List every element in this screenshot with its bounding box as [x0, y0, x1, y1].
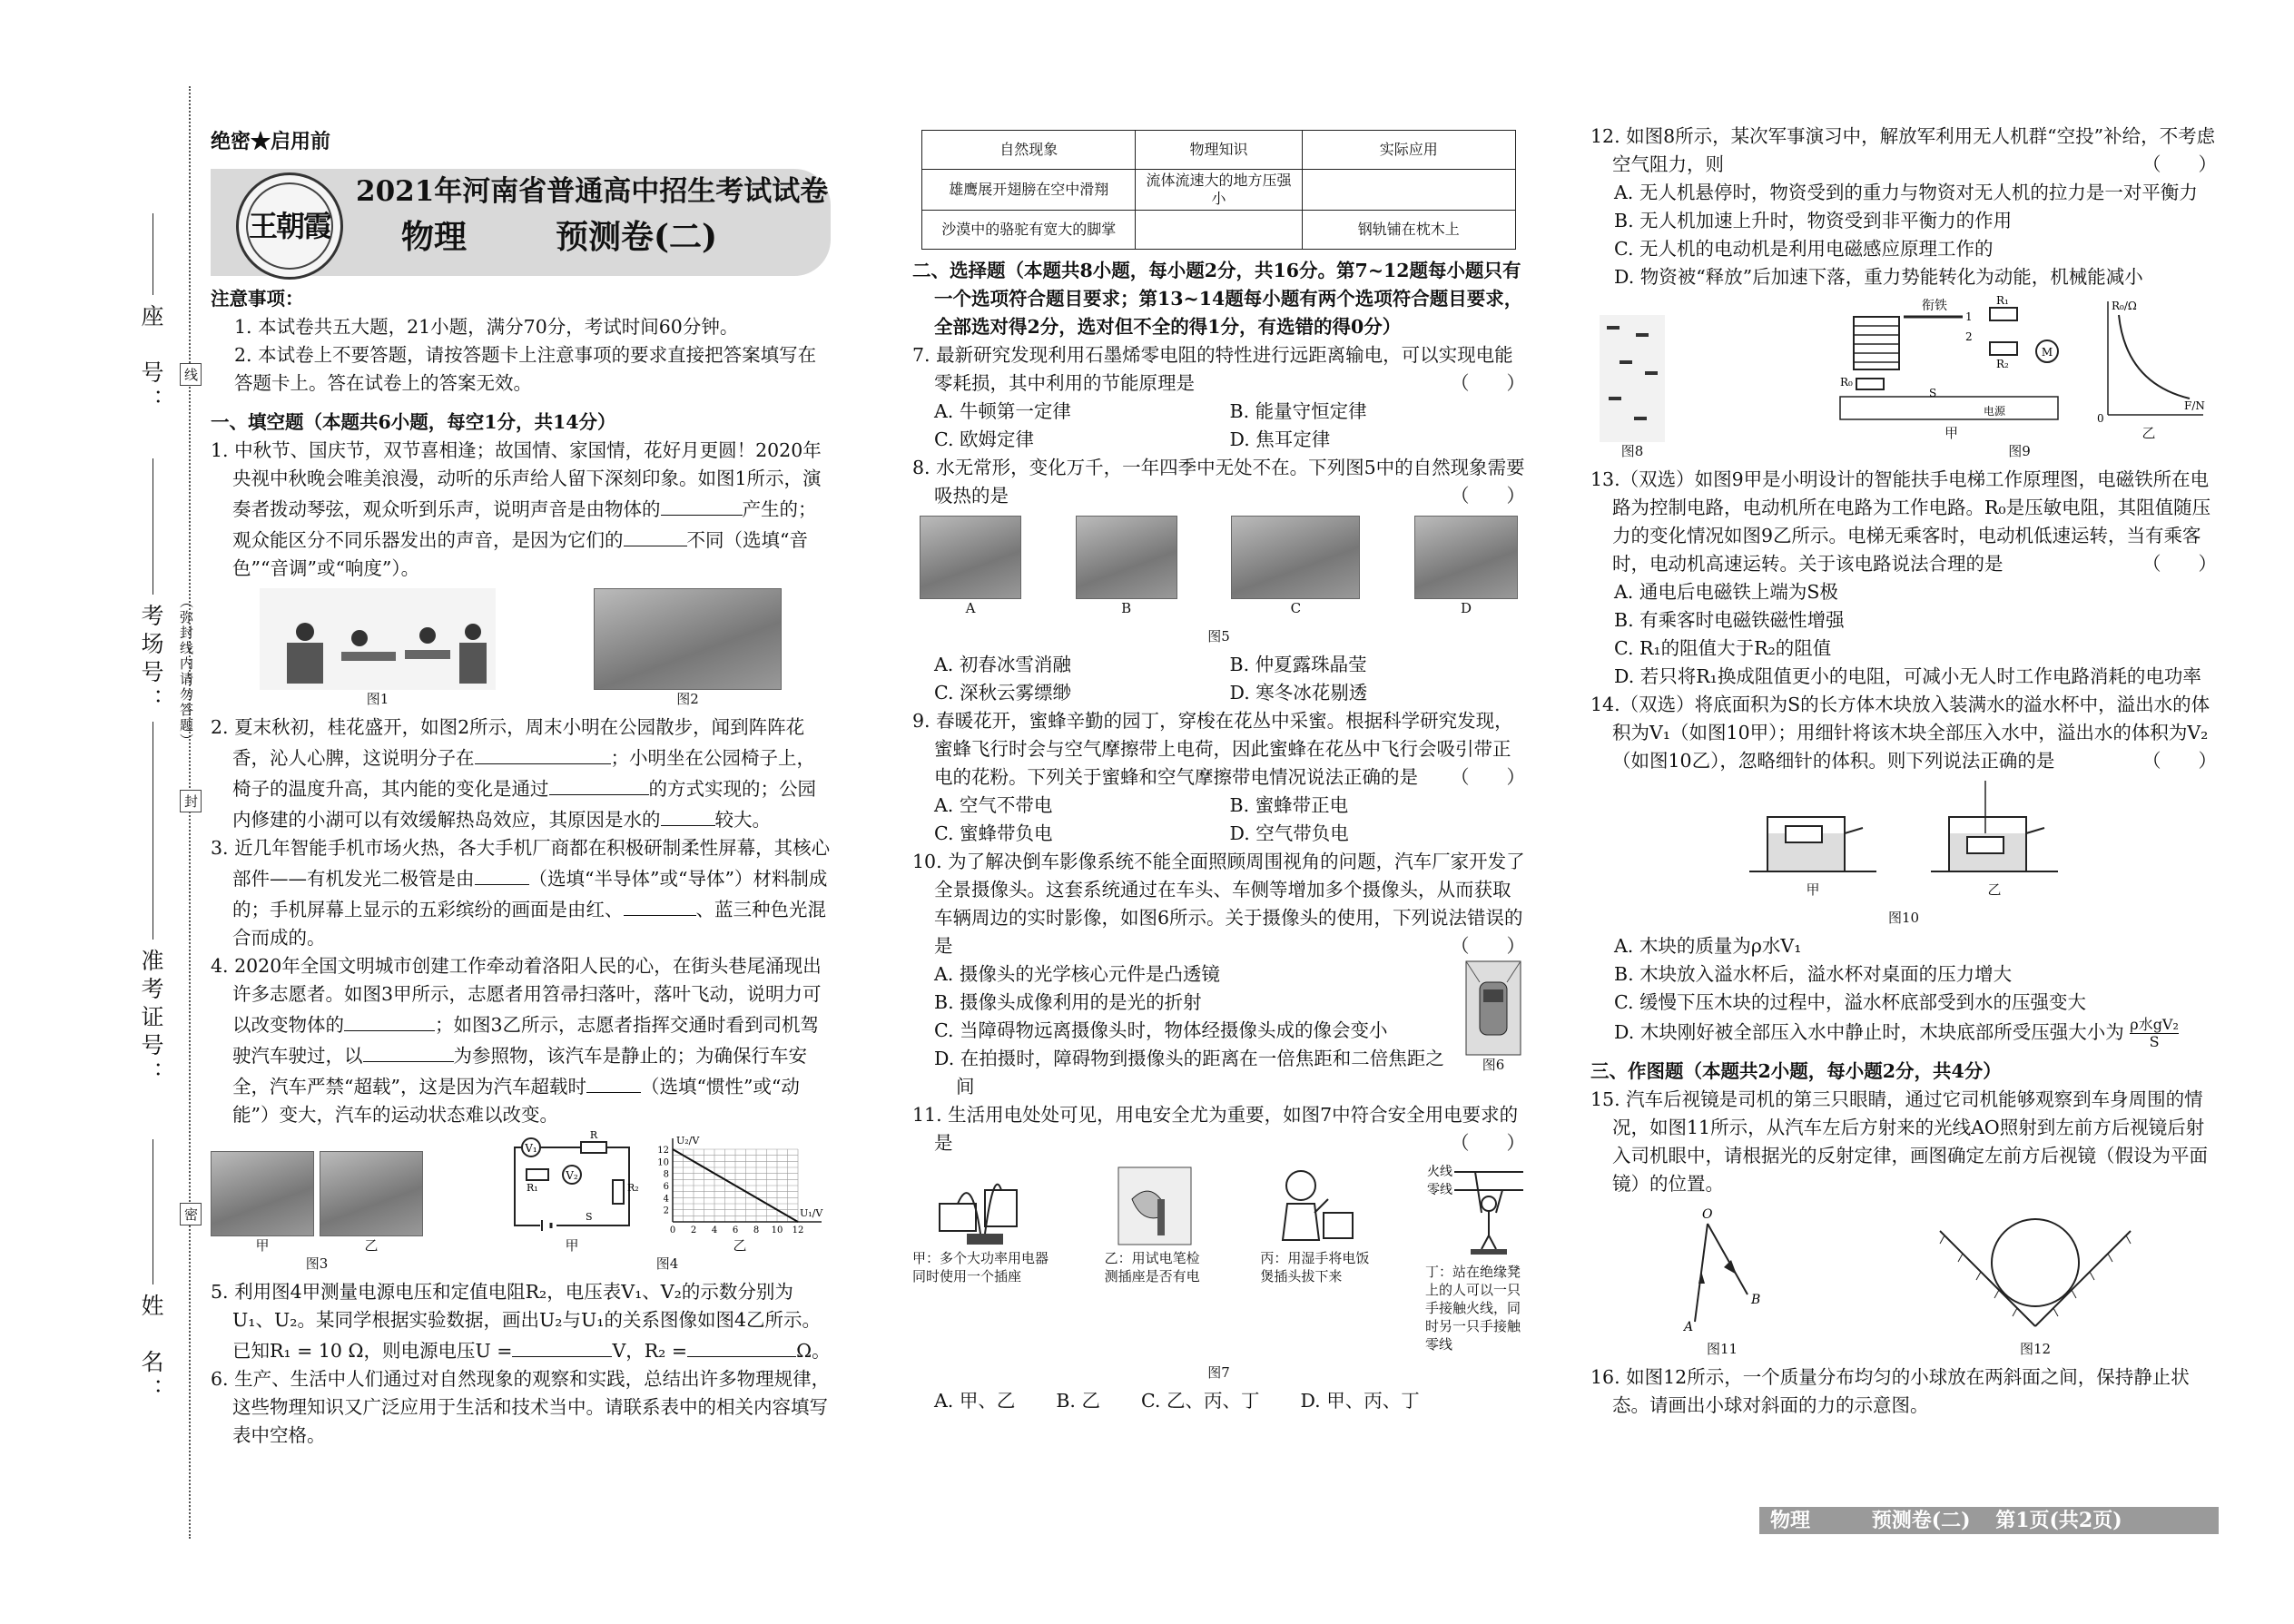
option: D. 物资被“释放”后加速下落，重力势能转化为动能，机械能减小 [1614, 266, 2143, 288]
option: A. 无人机悬停时，物资受到的重力与物资对无人机的拉力是一对平衡力 [1614, 182, 2198, 203]
fig9-iron-label: 衔铁 [1922, 299, 1947, 313]
figure-2 [594, 588, 782, 708]
figure-8 [1600, 315, 1665, 460]
elevator-circuit-diagram [1831, 294, 2072, 424]
park-photo [594, 588, 782, 690]
question-13: 13.（双选）如图9甲是小明设计的智能扶手电梯工作原理图，电磁铁所在电路为控制电路，电动机所在电路为工作电路。R₀是压敏电阻，其阻值随压力的变化情况如图9乙所示。电梯无乘客时，电动机低速运转，当有乘客时，电动机高速运转。关于该电路说法合理的是 （ ） [1590, 468, 2217, 575]
table-cell [1302, 170, 1515, 211]
secret-label: 绝密★启用前 [211, 130, 331, 153]
table-header: 物理知识 [1136, 131, 1302, 170]
figure-7-a [912, 1163, 1049, 1285]
fig9-xlabel: F/N [2184, 399, 2205, 412]
fig7-fire-label: 火线 [1426, 1165, 1452, 1179]
name-label: 姓 名： [138, 1294, 164, 1406]
fraction [2130, 1017, 2179, 1050]
question-11-options [912, 1387, 1525, 1415]
option: B. 摄像头成像利用的是光的折射 [934, 991, 1202, 1013]
figure-7-d-caption: 丁：站在绝缘凳上的人可以一只手接触火线，同时另一只手接触零线 [1424, 1264, 1521, 1353]
option: A. 通电后电磁铁上端为S极 [1614, 581, 1838, 603]
question-6: 6. 生产、生活中人们通过对自然现象的观察和实践，总结出许多物理规律，这些物理知识又广泛应用于生活和技术当中。请联系表中的相关内容填写表中空格。 [211, 1368, 831, 1446]
figure-5-caption: 图5 [1207, 628, 1230, 645]
question-12: 12. 如图8所示，某次军事演习中，解放军利用无人机群“空投”补给，不考虑空气阻力，则 （ ） [1590, 125, 2217, 175]
x-tick-label: 6 [732, 1225, 739, 1235]
option: B. 无人机加速上升时，物资受到非平衡力的作用 [1614, 210, 2013, 231]
figure-7-c [1260, 1163, 1369, 1285]
question-8: 8. 水无常形，变化万千，一年四季中无处不在。下列图5中的自然现象需要吸热的是 （ ） [912, 457, 1525, 507]
y-axis-label: U₂/V [676, 1135, 700, 1147]
fig9-ylabel: R₀/Ω [2112, 300, 2137, 312]
figure-7-caption: 图7 [1207, 1364, 1230, 1381]
room-label: 考场号： [138, 604, 164, 716]
fig5-label: C [1290, 600, 1302, 616]
option: D. 甲、丙、丁 [1300, 1390, 1420, 1412]
question-4: 4. 2020年全国文明城市创建工作牵动着洛阳人民的心，在街头巷尾涌现出许多志愿者。如图3甲所示，志愿者用笤帚扫落叶，落叶飞动，说明力可以改变物体的 ；如图3乙所示，志愿者指挥交通时看到司机驾驶汽车驶过，以 为参照物，该汽车是静止的；为确保行车安全，汽车严禁“超载”，这是因为汽车超载时 （选填“惯性”或“动能”）变大，汽车的运动状态难以改变。 [211, 955, 822, 1126]
option: A. 甲、乙 [934, 1390, 1016, 1412]
option: B. 木块放入溢水杯后，溢水杯对桌面的压力增大 [1614, 963, 2013, 985]
question-7: 7. 最新研究发现利用石墨烯零电阻的特性进行远距离输电，可以实现电能零耗损，其中利用的节能原理是 （ ） [912, 344, 1525, 394]
option: C. 深秋云雾缥缈 [934, 682, 1071, 704]
binding-tag-secret: 密 [180, 1203, 202, 1225]
figure-4-b-label: 乙 [733, 1237, 747, 1254]
fig9-r0: R₀ [1840, 376, 1853, 389]
knowledge-table [921, 130, 1516, 250]
ice-melt-photo [920, 516, 1021, 599]
figure-3-a-label: 甲 [255, 1237, 270, 1254]
fig4-v1: V₁ [525, 1142, 537, 1155]
figure-4-caption: 图4 [655, 1255, 679, 1272]
title-banner [211, 169, 831, 276]
fig9-r2: R₂ [1996, 358, 2009, 370]
note-item: 2. 本试卷上不要答题，请按答题卡上注意事项的要求直接把答案填写在答题卡上。答在试卷上的答案无效。 [234, 344, 817, 394]
x-tick-label: 12 [792, 1225, 804, 1235]
fog-photo [1231, 516, 1360, 599]
figure-10-a-label: 甲 [1806, 881, 1820, 898]
figure-row-8-9 [1590, 294, 2217, 460]
fraction-denominator: S [2149, 1033, 2160, 1050]
table-header: 自然现象 [922, 131, 1136, 170]
fig4-r2: R₂ [627, 1182, 639, 1194]
fig11-o: O [1702, 1207, 1713, 1222]
x-tick-label: 4 [711, 1225, 718, 1235]
figure-9-caption: 图9 [2008, 443, 2031, 459]
option: A. 空气不带电 [934, 794, 1053, 816]
figure-6 [1462, 960, 1525, 1101]
option: A. 初春冰雪消融 [934, 654, 1071, 675]
column-1 [211, 123, 831, 1450]
subject-title: 物理 [401, 218, 468, 256]
dew-photo [1076, 516, 1177, 599]
fig11-b: B [1751, 1293, 1761, 1307]
table-header: 实际应用 [1302, 131, 1515, 170]
figure-4-a-label: 甲 [565, 1237, 579, 1254]
figure-9 [1831, 294, 2208, 460]
table-cell: 钢轨铺在枕木上 [1302, 211, 1515, 250]
figure-7 [912, 1163, 1525, 1353]
section-3-title: 三、作图题（本题共2小题，每小题2分，共4分） [1590, 1060, 2002, 1082]
x-axis-label: U₁/V [800, 1207, 823, 1219]
sweeping-photo [211, 1151, 314, 1236]
option: D. 若只将R₁换成阻值更小的电阻，可减小无人时工作电路消耗的电功率 [1614, 665, 2201, 687]
figure-1-caption: 图1 [366, 691, 389, 707]
option: D. 寒冬冰花剔透 [1229, 682, 1368, 704]
option: C. 欧姆定律 [934, 428, 1034, 450]
figure-7-d [1425, 1163, 1525, 1353]
option: B. 能量守恒定律 [1229, 400, 1367, 422]
option: D. 木块刚好被全部压入水中静止时，木块底部所受压强大小为 ρ水gV₂ S [1614, 1016, 2179, 1050]
option: C. 无人机的电动机是利用电磁感应原理工作的 [1614, 238, 1994, 260]
question-10: 10. 为了解决倒车影像系统不能全面照顾周围视角的问题，汽车厂家开发了全景摄像头。这套系统通过在车头、车侧等增加多个摄像头，从而获取车辆周边的实时影像，如图6所示。关于摄像头的使用，下列说法错误的是 （ ） [912, 851, 1525, 957]
overflow-cup-b [1931, 781, 2058, 881]
fig7-zero-label: 零线 [1426, 1183, 1452, 1197]
figure-7-b-caption: 乙：用试电笔检测插座是否有电 [1104, 1250, 1200, 1284]
question-15: 15. 汽车后视镜是司机的第三只眼睛，通过它司机能够观察到车身周围的情况，如图11所示，从汽车左后方射来的光线AO照射到左前方后视镜后射入司机眼中，请根据光的反射定律，画图确定左前方后视镜（假设为平面镜）的位置。 [1590, 1088, 2208, 1195]
option: A. 牛顿第一定律 [934, 400, 1071, 422]
table-cell [1136, 211, 1302, 250]
table-cell: 沙漠中的骆驼有宽大的脚掌 [922, 211, 1136, 250]
exam-title: 2021年河南省普通高中招生考试试卷 [356, 175, 829, 208]
x-tick-label: 0 [669, 1225, 676, 1235]
option: C. 当障碍物远离摄像头时，物体经摄像头成的像会变小 [934, 1019, 1388, 1041]
fig9-motor: M [2041, 346, 2053, 359]
question-1: 1. 中秋节、国庆节，双节喜相逢；故国情、家国情，花好月更圆！2020年央视中秋晚会唯美浪漫，动听的乐声给人留下深刻印象。如图1所示，演奏者拨动琴弦，观众听到乐声，说明声音是由物体的 产生的；观众能区分不同乐器发出的声音，是因为它们的 不同（选填“音色”“音调”或“响度”）。 [211, 439, 822, 579]
permit-label: 准考证号： [138, 949, 164, 1089]
circuit-diagram [504, 1129, 640, 1236]
section-1-title: 一、填空题（本题共6小题，每空1分，共14分） [211, 411, 616, 433]
wet-hands-illustration [1269, 1163, 1360, 1249]
footer-page: 第1页(共2页) [1995, 1509, 2122, 1532]
question-5: 5. 利用图4甲测量电源电压和定值电阻R₂，电压表V₁、V₂的示数分别为U₁、U₂。某同学根据实验数据，画出U₂与U₁的关系图像如图4乙所示。已知R₁ = 10 Ω，则电源电压U = V，R₂ = Ω。 [211, 1281, 831, 1362]
note-item: 1. 本试卷共五大题，21小题，满分70分，考试时间60分钟。 [234, 316, 739, 338]
fig5-label: D [1460, 600, 1472, 616]
figure-3-caption: 图3 [305, 1255, 329, 1272]
notes-title: 注意事项： [211, 288, 304, 310]
x-tick-label: 8 [753, 1225, 760, 1235]
musicians-illustration [260, 588, 496, 690]
option: B. 蜜蜂带正电 [1229, 794, 1349, 816]
question-12-options [1590, 179, 2217, 291]
figure-2-caption: 图2 [676, 691, 699, 707]
figure-row-11-12 [1590, 1204, 2217, 1358]
question-16: 16. 如图12所示，一个质量分布均匀的小球放在两斜面之间，保持静止状态。请画出小球对斜面的力的示意图。 [1590, 1366, 2190, 1416]
fig4-v2: V₂ [566, 1169, 578, 1182]
option: A. 木块的质量为ρ水V₁ [1614, 935, 1802, 957]
footer-paper: 预测卷(二) [1871, 1509, 1971, 1532]
figure-7-c-caption: 丙：用湿手将电饭煲插头拔下来 [1260, 1250, 1370, 1284]
question-11: 11. 生活用电处处可见，用电安全尤为重要，如图7中符合安全用电要求的是 （ ） [912, 1104, 1525, 1154]
binding-tag-seal: 封 [180, 790, 202, 812]
u2-u1-chart [649, 1135, 831, 1236]
y-tick-label: 12 [657, 1146, 669, 1156]
figure-3 [211, 1151, 423, 1273]
insulated-stool-illustration [1425, 1163, 1525, 1263]
logo-text: 王朝霞 [248, 208, 330, 243]
binding-strip [109, 86, 209, 1539]
x-tick-label: 10 [771, 1225, 783, 1235]
question-9: 9. 春暖花开，蜜蜂辛勤的园丁，穿梭在花丛中采蜜。根据科学研究发现，蜜蜂飞行时会与空气摩擦带上电荷，因此蜜蜂在花丛中飞行会吸引带正电的花粉。下列关于蜜蜂和空气摩擦带电情况说法正确的是 （ ） [912, 710, 1525, 788]
y-tick-label: 4 [663, 1194, 669, 1205]
fig9-contact-2: 2 [1965, 330, 1973, 343]
question-8-options [912, 651, 1525, 707]
frost-photo [1414, 516, 1518, 599]
paper-title: 预测卷(二) [556, 218, 718, 256]
y-tick-label: 10 [657, 1157, 669, 1168]
light-ray-diagram [1668, 1204, 1777, 1340]
traffic-photo [320, 1151, 423, 1236]
seat-label: 座 号： [138, 304, 164, 417]
test-pen-illustration [1114, 1163, 1196, 1249]
table-cell: 雄鹰展开翅膀在空中滑翔 [922, 170, 1136, 211]
option: C. 蜜蜂带负电 [934, 822, 1053, 844]
overloaded-socket-illustration [930, 1163, 1030, 1249]
figure-7-a-caption: 甲：多个大功率用电器同时使用一个插座 [912, 1250, 1049, 1284]
fig9-power-label: 电源 [1984, 405, 2006, 418]
fig9-switch: S [1929, 387, 1937, 399]
ball-between-slopes [1931, 1204, 2140, 1340]
y-tick-label: 6 [663, 1182, 669, 1192]
binding-notice: （弥封线内请勿答题） [178, 595, 194, 749]
option: C. 乙、丙、丁 [1140, 1390, 1260, 1412]
figure-4 [504, 1129, 831, 1273]
table-cell: 流体流速大的地方压强小 [1136, 170, 1302, 211]
page-footer [1759, 1507, 2219, 1534]
figure-1 [260, 588, 496, 708]
option: A. 摄像头的光学核心元件是凸透镜 [934, 963, 1220, 985]
column-3 [1590, 123, 2217, 1420]
overflow-cup-a [1749, 781, 1876, 881]
figure-12-caption: 图12 [2019, 1341, 2052, 1357]
column-2 [912, 130, 1525, 1415]
fig11-a: A [1684, 1320, 1694, 1334]
figure-row-1-2 [211, 588, 831, 708]
option: C. R₁的阻值大于R₂的阻值 [1614, 637, 1832, 659]
x-tick-label: 2 [690, 1225, 697, 1235]
brand-logo [236, 172, 343, 280]
question-9-options [912, 792, 1525, 848]
fig4-s: S [586, 1211, 593, 1223]
figure-3-b-label: 乙 [364, 1237, 379, 1254]
figure-9-b-label: 乙 [2141, 425, 2156, 441]
parking-camera-illustration [1465, 960, 1521, 1056]
y-tick-label: 2 [663, 1206, 669, 1216]
figure-11 [1668, 1204, 1777, 1358]
option: D. 在拍摄时，障碍物到摄像头的距离在一倍焦距和二倍焦距之间 [934, 1048, 1444, 1097]
fraction-numerator: ρ水gV₂ [2130, 1016, 2179, 1033]
fig9-contact-1: 1 [1965, 310, 1973, 323]
fig4-r: R [589, 1129, 598, 1141]
option: B. 有乘客时电磁铁磁性增强 [1614, 609, 1845, 631]
option: B. 乙 [1056, 1390, 1100, 1412]
figure-7-b [1105, 1163, 1205, 1285]
figure-10 [1590, 781, 2217, 899]
footer-subject: 物理 [1770, 1509, 1811, 1532]
question-2: 2. 夏末秋初，桂花盛开，如图2所示，周末小明在公园散步，闻到阵阵花香，沁人心脾，这说明分子在 ；小明坐在公园椅子上，椅子的温度升高，其内能的变化是通过 的方式实现的；公园内修建的小湖可以有效缓解热岛效应，其原因是水的 较大。 [211, 716, 816, 831]
figure-10-b-label: 乙 [1987, 881, 2002, 898]
figure-11-caption: 图11 [1706, 1341, 1738, 1357]
option: B. 仲夏露珠晶莹 [1229, 654, 1367, 675]
question-13-options [1590, 578, 2217, 691]
question-3: 3. 近几年智能手机市场火热，各大手机厂商都在积极研制柔性屏幕，其核心部件——有机发光二极管是由 （选填“半导体”或“导体”）材料制成的；手机屏幕上显示的五彩缤纷的画面是由红、 、蓝三种色光混合而成的。 [211, 837, 831, 949]
option: C. 缓慢下压木块的过程中，溢水杯底部受到水的压强变大 [1614, 991, 2086, 1013]
option: D. 焦耳定律 [1229, 428, 1331, 450]
fig5-label: B [1121, 600, 1132, 616]
figure-8-caption: 图8 [1620, 443, 1644, 459]
figure-row-3-4 [211, 1129, 831, 1273]
figure-6-caption: 图6 [1482, 1057, 1505, 1073]
binding-dotted-line [189, 86, 191, 1539]
question-10-options [912, 960, 1462, 1101]
fig5-label: A [965, 600, 976, 616]
fig9-origin: 0 [2097, 412, 2104, 425]
r0-force-graph [2090, 297, 2208, 424]
figure-12 [1931, 1204, 2140, 1358]
figure-5 [912, 516, 1525, 617]
option: D. 空气带负电 [1229, 822, 1349, 844]
fig4-r1: R₁ [527, 1182, 538, 1194]
question-14: 14.（双选）将底面积为S的长方体木块放入装满水的溢水杯中，溢出水的体积为V₁（如图10甲）；用细针将该木块全部压入水中，溢出水的体积为V₂（如图10乙），忽略细针的体积。则下列说法正确的是 （ ） [1590, 694, 2217, 772]
drone-swarm-illustration [1600, 315, 1665, 442]
figure-9-a-label: 甲 [1944, 425, 1958, 441]
section-2-title: 二、选择题（本题共8小题，每小题2分，共16分。第7~12题每小题只有一个选项符合题目要求；第13~14题每小题有两个选项符合题目要求，全部选对得2分，选对但不全的得1分，有选错的得0分） [912, 260, 1523, 338]
question-7-options [912, 398, 1525, 454]
y-tick-label: 8 [663, 1169, 669, 1180]
binding-tag-line: 线 [180, 363, 202, 386]
figure-10-caption: 图10 [1887, 910, 1920, 926]
question-14-options [1590, 932, 2217, 1050]
fig9-r1: R₁ [1996, 294, 2009, 307]
question-10-body [912, 960, 1525, 1101]
